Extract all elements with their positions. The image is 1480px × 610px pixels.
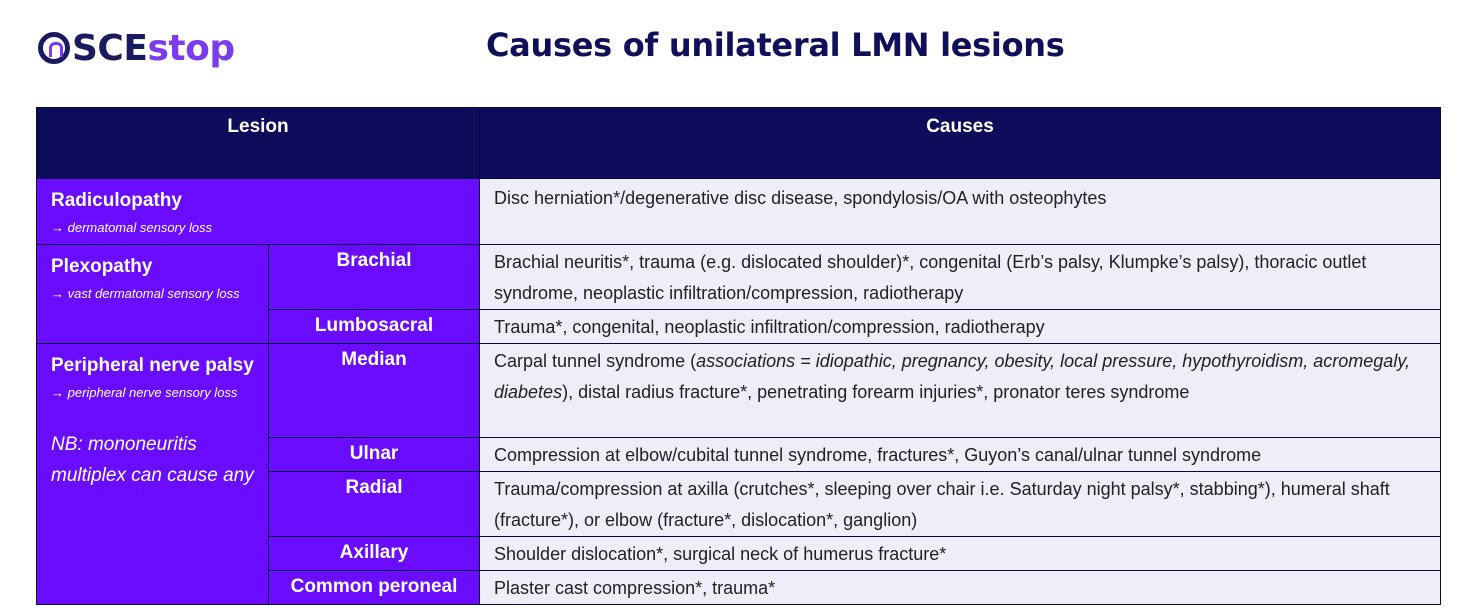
lesion-note: → vast dermatomal sensory loss [51,286,240,301]
cause-associations: associations = idiopathic, pregnancy, obesity, local pressure, hypothyroidism, acromegaly, diabetes [494,351,1410,402]
sub-radial: Radial [269,472,480,537]
lesion-name: Plexopathy [51,256,153,277]
cause-cell: Brachial neuritis*, trauma (e.g. dislocated shoulder)*, congenital (Erb’s palsy, Klumpke’s palsy), thoracic outlet syndrome, neoplastic infiltration/compression, radiotherapy [480,245,1441,310]
lesion-peripheral-nerve-palsy [37,344,269,605]
table-header-row [37,108,1441,179]
table-row [37,344,1441,438]
cause-cell: Plaster cast compression*, trauma* [480,571,1441,605]
header-lesion: Lesion [37,108,480,179]
lesion-name: Peripheral nerve palsy [51,355,254,376]
sub-median: Median [269,344,480,438]
lesion-plexopathy [37,245,269,344]
cause-cell: Shoulder dislocation*, surgical neck of humerus fracture* [480,537,1441,571]
sub-common-peroneal: Common peroneal [269,571,480,605]
lesion-note: → peripheral nerve sensory loss [51,385,238,400]
cause-cell: Compression at elbow/cubital tunnel syndrome, fractures*, Guyon’s canal/ulnar tunnel syndrome [480,438,1441,472]
lesion-radiculopathy [37,179,480,245]
table-row [37,179,1441,245]
cause-cell: Disc herniation*/degenerative disc disease, spondylosis/OA with osteophytes [480,179,1441,245]
lesion-note: → dermatomal sensory loss [51,220,213,235]
table-row [37,245,1441,310]
logo-text-stop: stop [147,27,235,69]
cause-cell: Trauma*, congenital, neoplastic infiltration/compression, radiotherapy [480,310,1441,344]
cause-cell [480,344,1441,438]
sub-lumbosacral: Lumbosacral [269,310,480,344]
cause-text: Carpal tunnel syndrome ( [494,351,697,371]
cause-text: ), distal radius fracture*, penetrating forearm injuries*, pronator teres syndrome [562,382,1190,402]
sub-brachial: Brachial [269,245,480,310]
logo-text-osce: SCE [72,27,148,69]
lesion-name: Radiculopathy [51,190,182,211]
logo-o-icon [38,32,70,64]
page-title: Causes of unilateral LMN lesions [486,26,1065,64]
header-causes: Causes [480,108,1441,179]
sub-axillary: Axillary [269,537,480,571]
lmn-lesions-table [36,107,1441,605]
sub-ulnar: Ulnar [269,438,480,472]
osce-stop-logo [38,22,235,74]
cause-cell: Trauma/compression at axilla (crutches*, sleeping over chair i.e. Saturday night palsy*, stabbing*), humeral shaft (fracture*), or elbow (fracture*, dislocation*, ganglion) [480,472,1441,537]
lesion-nb-note: NB: mononeuritis multiplex can cause any [51,434,254,486]
